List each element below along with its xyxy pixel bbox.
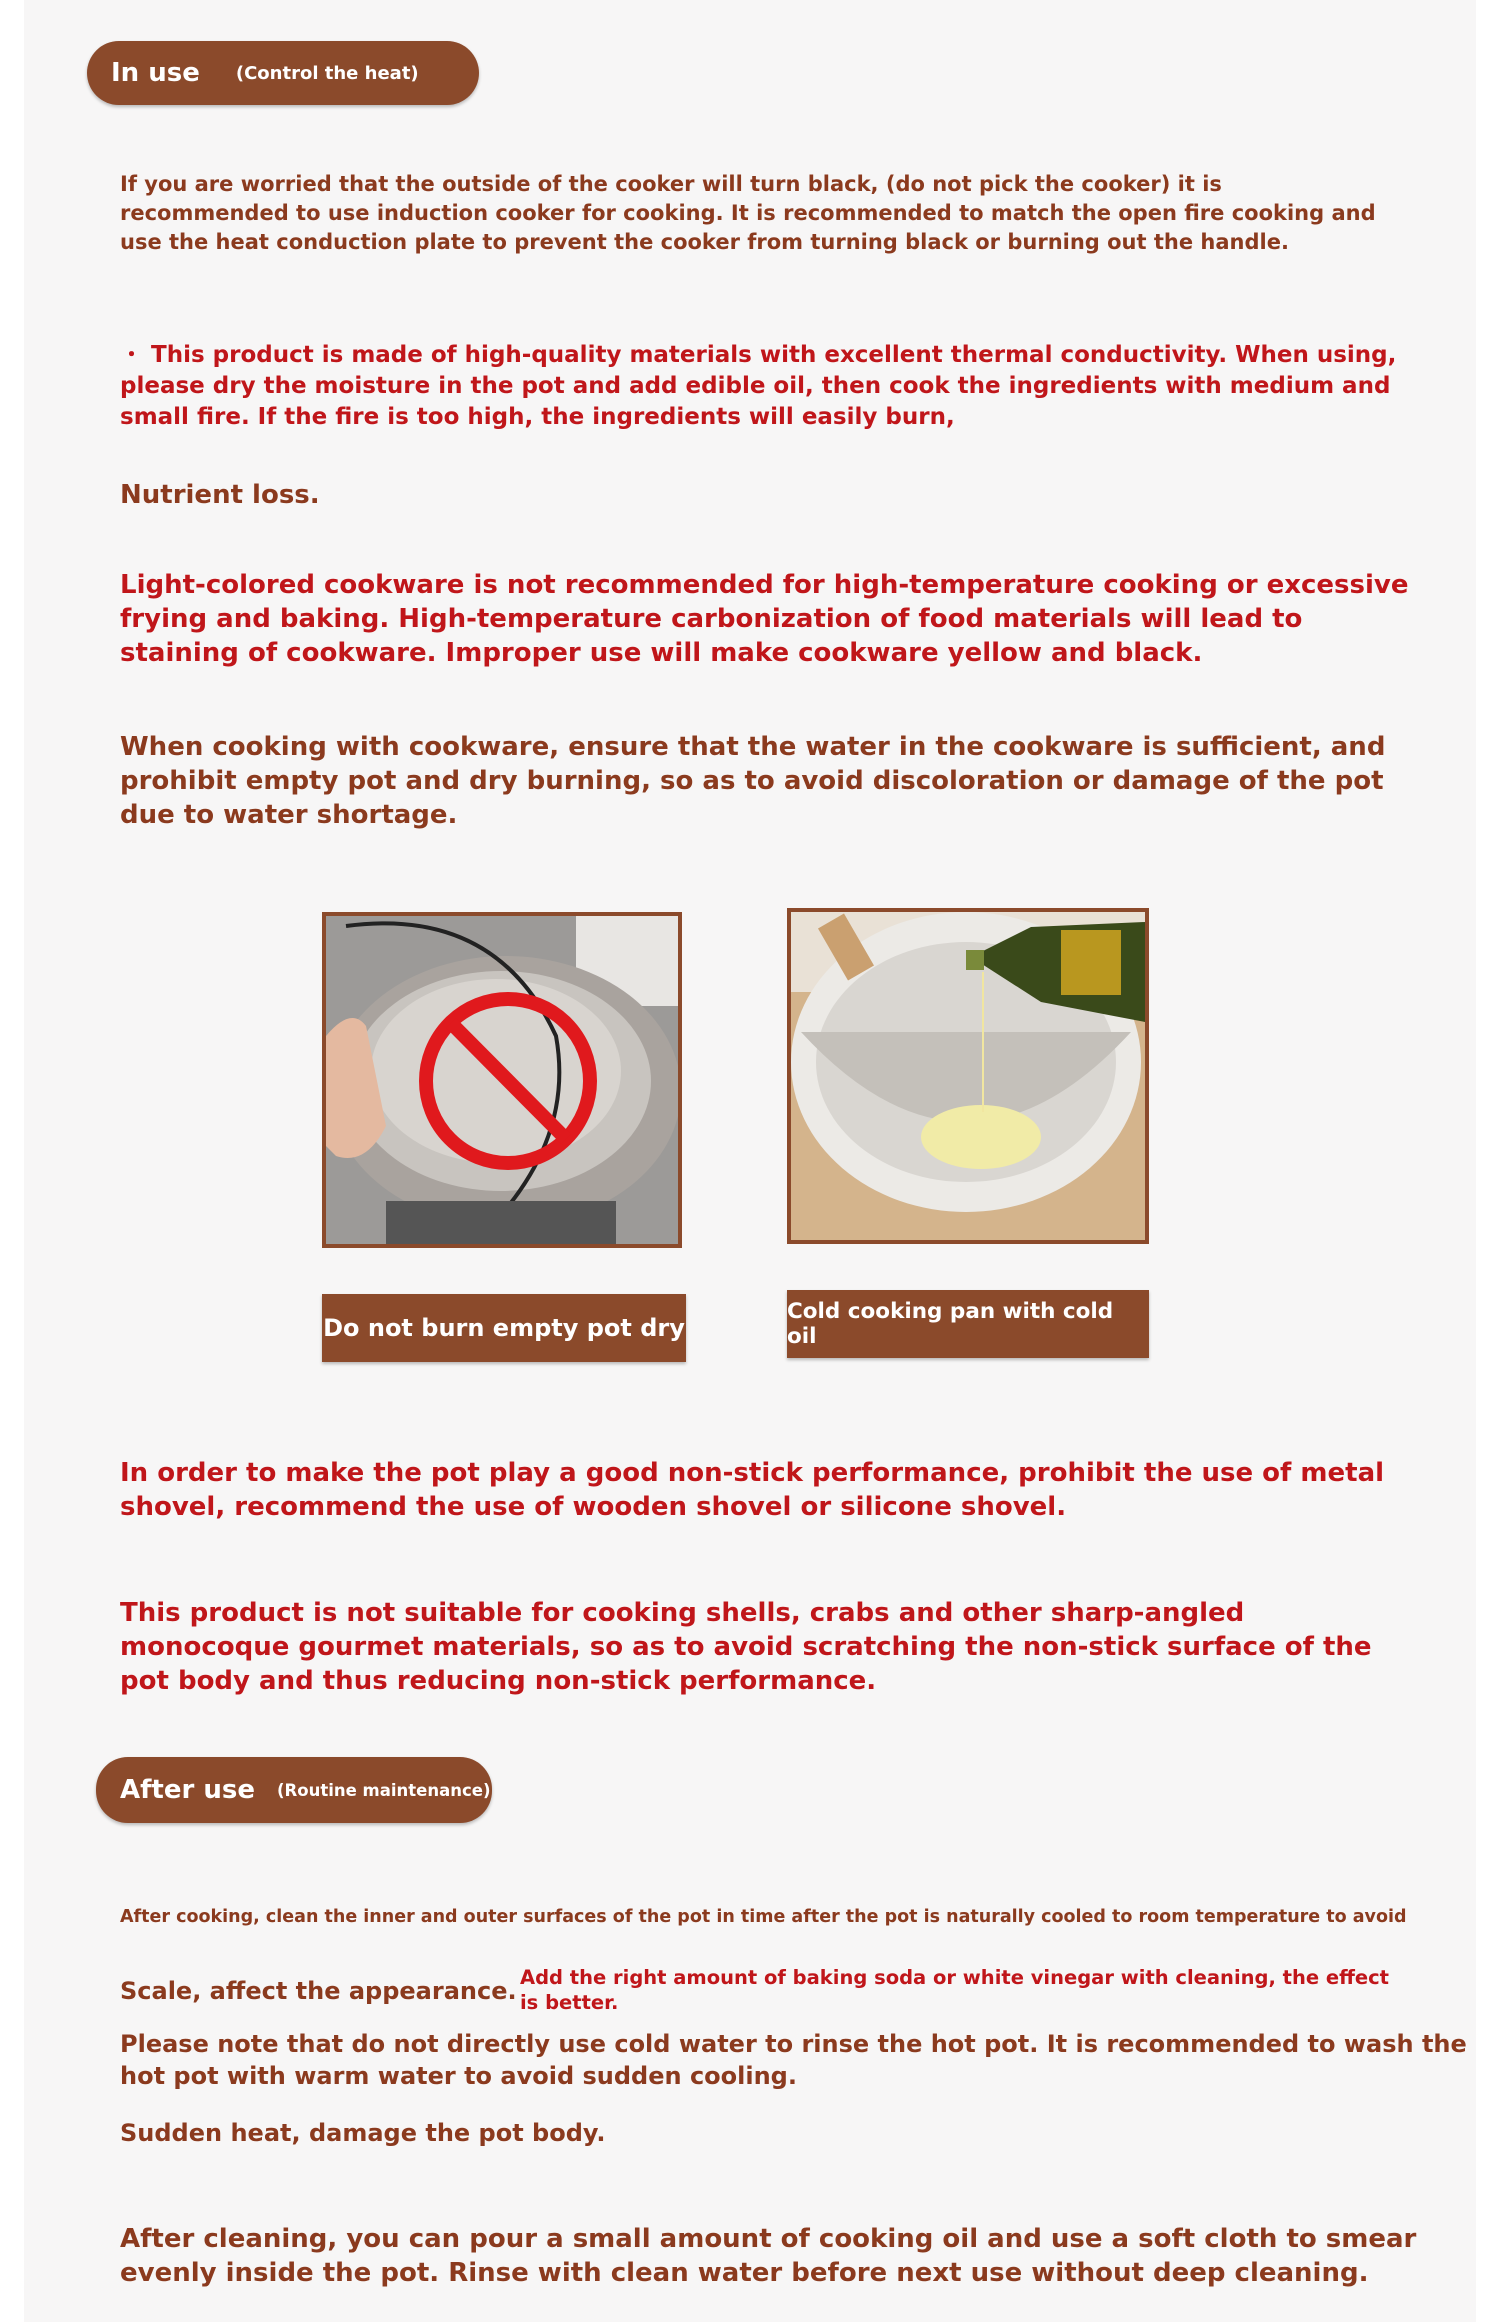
paragraph-water: When cooking with cookware, ensure that the water in the cookware is sufficient, and prohibit empty pot and dry burning, so as to avoid discoloration or damage of the pot due to water shortage.: [120, 732, 1386, 830]
paragraph-after-cleaning: After cleaning, you can pour a small amount of cooking oil and use a soft cloth to smear evenly inside the pot. Rinse with clean water before next use without deep cleaning.: [120, 2224, 1417, 2288]
paragraph-shells: This product is not suitable for cooking shells, crabs and other sharp-angled monocoque gourmet materials, so as to avoid scratching the non-stick surface of the pot body and thus reducing non-stick performance.: [120, 1598, 1372, 1696]
caption-right: [787, 1290, 1149, 1358]
photo-empty-pot: [322, 912, 682, 1248]
caption-left: [322, 1294, 686, 1362]
section-subtitle: (Routine maintenance): [277, 1780, 491, 1800]
section-title: In use: [111, 58, 200, 88]
section-title: After use: [120, 1775, 255, 1805]
page-sheet: [24, 0, 1476, 2322]
section-header-after-use: [96, 1757, 492, 1823]
cold-oil-illustration: [791, 912, 1145, 1240]
caption-right-text: Cold cooking pan with cold oil: [787, 1299, 1114, 1349]
section-subtitle: (Control the heat): [235, 62, 419, 84]
paragraph-scale: Scale, affect the appearance.: [120, 1977, 517, 2005]
paragraph-baking-soda: Add the right amount of baking soda or white vinegar with cleaning, the effect is better.: [520, 1966, 1390, 2014]
empty-pot-illustration: [326, 916, 678, 1244]
photo-cold-oil: [787, 908, 1149, 1244]
paragraph-after-cooking: After cooking, clean the inner and outer surfaces of the pot in time after the pot is naturally cooled to room temperature to avoid: [120, 1907, 1407, 1927]
paragraph-cold-water: Please note that do not directly use cold water to rinse the hot pot. It is recommended to wash the hot pot with warm water to avoid sudden cooling.: [120, 2030, 1467, 2090]
caption-left-text: Do not burn empty pot dry: [323, 1314, 685, 1342]
paragraph-thermal: ・ This product is made of high-quality materials with excellent thermal conductivity. When using, please dry the moisture in the pot and add edible oil, then cook the ingredients with medium and small fire. If the fire is too high, the ingredients will easily burn,: [120, 342, 1397, 430]
paragraph-light-colored: Light-colored cookware is not recommended for high-temperature cooking or excessive frying and baking. High-temperature carbonization of food materials will lead to staining of cookware. Improper use will make cookware yellow and black.: [120, 570, 1409, 668]
section-header-in-use: [87, 41, 479, 105]
paragraph-induction: If you are worried that the outside of the cooker will turn black, (do not pick the cooker) it is recommended to use induction cooker for cooking. It is recommended to match the open fire cooking and use the heat conduction plate to prevent the cooker from turning black or burning out the handle.: [120, 172, 1376, 254]
paragraph-sudden-heat: Sudden heat, damage the pot body.: [120, 2119, 606, 2147]
paragraph-nutrient: Nutrient loss.: [120, 480, 320, 510]
paragraph-shovel: In order to make the pot play a good non-stick performance, prohibit the use of metal shovel, recommend the use of wooden shovel or silicone shovel.: [120, 1458, 1385, 1522]
